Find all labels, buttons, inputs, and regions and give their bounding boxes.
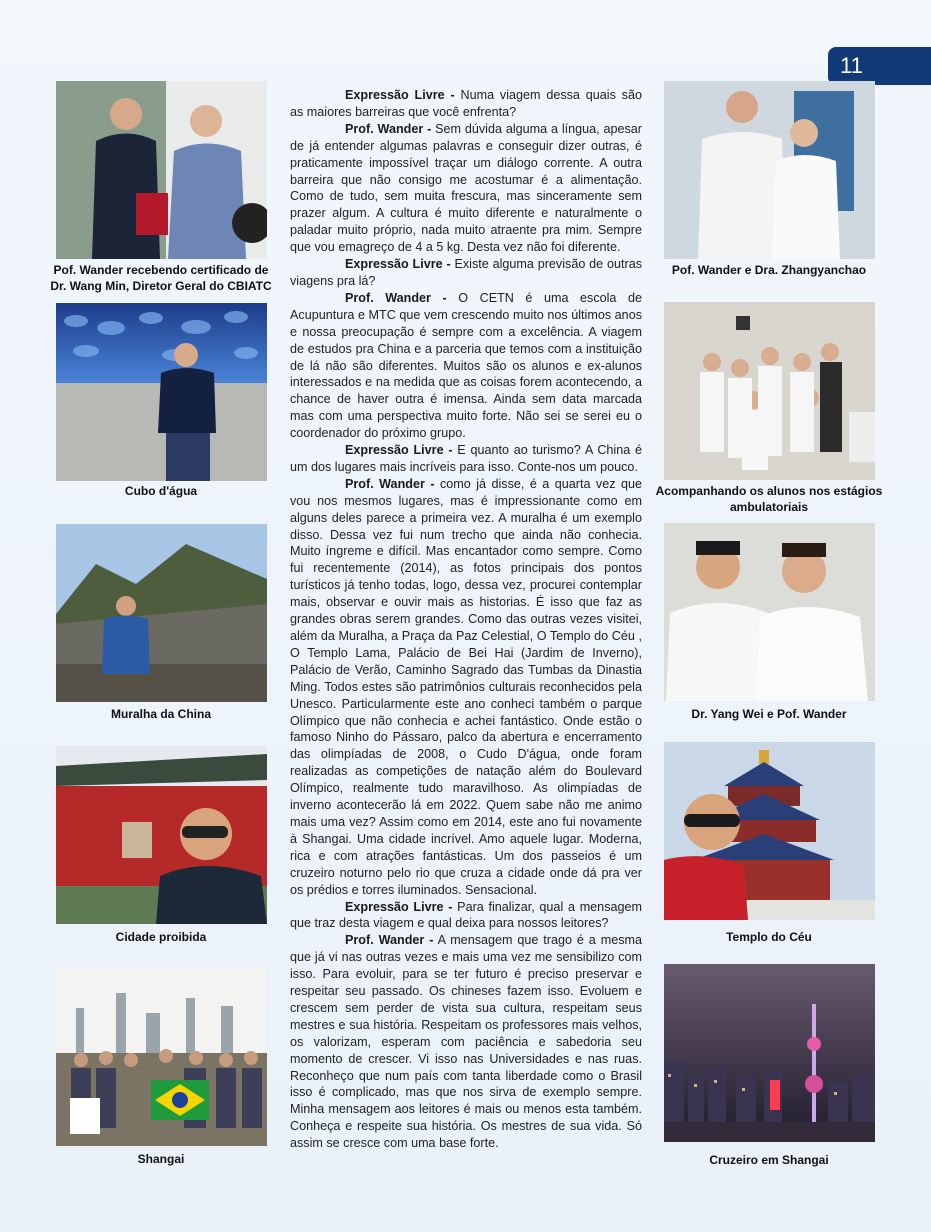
paragraph-1: Expressão Livre - Numa viagem dessa quais são as maiores barreiras que você enfrenta? bbox=[290, 88, 642, 119]
caption-temple-of-heaven: Templo do Céu bbox=[726, 930, 812, 944]
caption-water-cube: Cubo d'água bbox=[124, 484, 198, 498]
caption-certificate: Pof. Wander recebendo certificado de Dr. Wang Min, Diretor Geral do CBIATC bbox=[50, 263, 272, 293]
photo-yang-wei bbox=[664, 523, 875, 701]
paragraph-8: Prof. Wander - A mensagem que trago é a mesma que já vi nas outras vezes e mais uma vez me sensibilizo com isso. Para evoluir, para se ter futuro é preciso preservar e respeitar seu passado. Os chineses fazem isso. Evoluem e crescem sem perder de vista sua cultura, respeitam seus mestres e sua história. Respeitam os professores mais velhos, os valorizam, esperam com paciência e sabedoria seu momento de crescer. Vi isso nas Universidades e nas ruas. Reconheço que num país com tanta liberdade como o Brasil isso é complicado, mas que nos sirva de exemplo sempre. Minha mensagem aos leitores é mais ou menos esta também. Conheça e respeite sua história. Os mestres de sua vida. Só assim se cresce com uma base forte. bbox=[290, 933, 642, 1151]
paragraph-2: Prof. Wander - Sem dúvida alguma a língua, apesar de já entender algumas palavras e conseguir dizer outras, é praticamente impossível traçar um diálogo corrente. A outra barreira que não consigo me acostumar é a alimentação. Como de tudo, sem muita frescura, mas sinceramente sem prazer algum. A cultura é muito diferente e naturalmente o paladar muito próprio, nada muito atraente pra mim. Sempre que vou emagreço de 4 a 5 kg. Desta vez não foi diferente. bbox=[290, 121, 642, 255]
page-number: 11 bbox=[828, 47, 931, 85]
photo-temple-of-heaven bbox=[664, 742, 875, 920]
paragraph-6: Prof. Wander - como já disse, é a quarta vez que vou nos mesmos lugares, mas é impressionante como em alguns deles parece a primeira vez. A muralha é um exemplo disso. Dessa vez fui num trecho que ainda não conhecia. Muito íngreme e difícil. Mas encantador como sempre. Como fui recentemente (2014), as fotos principais dos pontos turísticos já tenho todas, logo, dessa vez, procurei contemplar mais, observar e ouvir mais as historias. É isso que faz as grandes obras serem grandes. Como das outras vezes visitei, além da Muralha, a Praça da Paz Celestial, O Templo do Céu , O Templo Lama, Palácio de Bei Hai (Jardim de Inverno), Palácio de Verão, Caminho Sagrado das Tumbas da Dinastia Ming. Todos estes são patrimônios culturais reconhecidos pela Unesco. Particularmente este ano conheci também o parque Olímpico que não conhecia e achei fantástico. Onde estão o famoso Ninho do Pássaro, palco da abertura e encerramento das olimpíadas de 2008, o Cudo D'água, onde foram realizadas as competições de natação além do Boulevard Olímpico, realmente tudo maravilhoso. As olimpíadas de inverno acontecerão lá em 2022. Quem sabe não me animo mais uma vez? Assim como em 2014, este ano fui novamente à Shangai. Uma cidade incrível. Amo aquele lugar. Moderna, rica e com atrações fantásticas. Um dos passeios é um cruzeiro noturno pelo rio que cruza a cidade onde dá pra ver os prédios e torres iluminados. Sensacional. bbox=[290, 476, 642, 897]
photo-shanghai-cruise bbox=[664, 964, 875, 1142]
caption-shanghai-cruise: Cruzeiro em Shangai bbox=[709, 1153, 829, 1167]
caption-students-clinic: Acompanhando os alunos nos estágios ambulatoriais bbox=[655, 484, 883, 514]
caption-forbidden-city: Cidade proibida bbox=[115, 930, 207, 944]
photo-water-cube bbox=[56, 303, 267, 481]
caption-shanghai: Shangai bbox=[137, 1152, 185, 1166]
article-body bbox=[290, 87, 642, 1152]
photo-students-clinic bbox=[664, 302, 875, 480]
photo-certificate bbox=[56, 81, 267, 259]
photo-zhangyanchao bbox=[664, 81, 875, 259]
paragraph-4: Prof. Wander - O CETN é uma escola de Acupuntura e MTC que vem crescendo muito nos últimos anos e nossa preocupação é sempre com a excelência. A viagem de estudos pra China e a parceria que temos com a instituição de lá não são diferentes. Muitos são os alunos e ex-alunos interessados e na medida que as coisas forem acontecendo, a chance de haver outra é imensa. Ainda sem data marcada mas com uma perspectiva muito forte. Não sei se serei eu o coordenador do próximo grupo. bbox=[290, 290, 642, 441]
paragraph-5: Expressão Livre - E quanto ao turismo? A China é um dos lugares mais incríveis para isso. Conte-nos um pouco. bbox=[290, 443, 642, 474]
photo-shanghai-group bbox=[56, 968, 267, 1146]
caption-great-wall: Muralha da China bbox=[110, 707, 211, 721]
paragraph-3: Expressão Livre - Existe alguma previsão de outras viagens pra lá? bbox=[290, 257, 642, 288]
photo-forbidden-city bbox=[56, 746, 267, 924]
caption-zhangyanchao: Pof. Wander e Dra. Zhangyanchao bbox=[671, 263, 867, 277]
photo-great-wall bbox=[56, 524, 267, 702]
caption-yang-wei: Dr. Yang Wei e Pof. Wander bbox=[691, 707, 847, 721]
paragraph-7: Expressão Livre - Para finalizar, qual a mensagem que traz desta viagem e qual deixa para nossos leitores? bbox=[290, 899, 642, 931]
